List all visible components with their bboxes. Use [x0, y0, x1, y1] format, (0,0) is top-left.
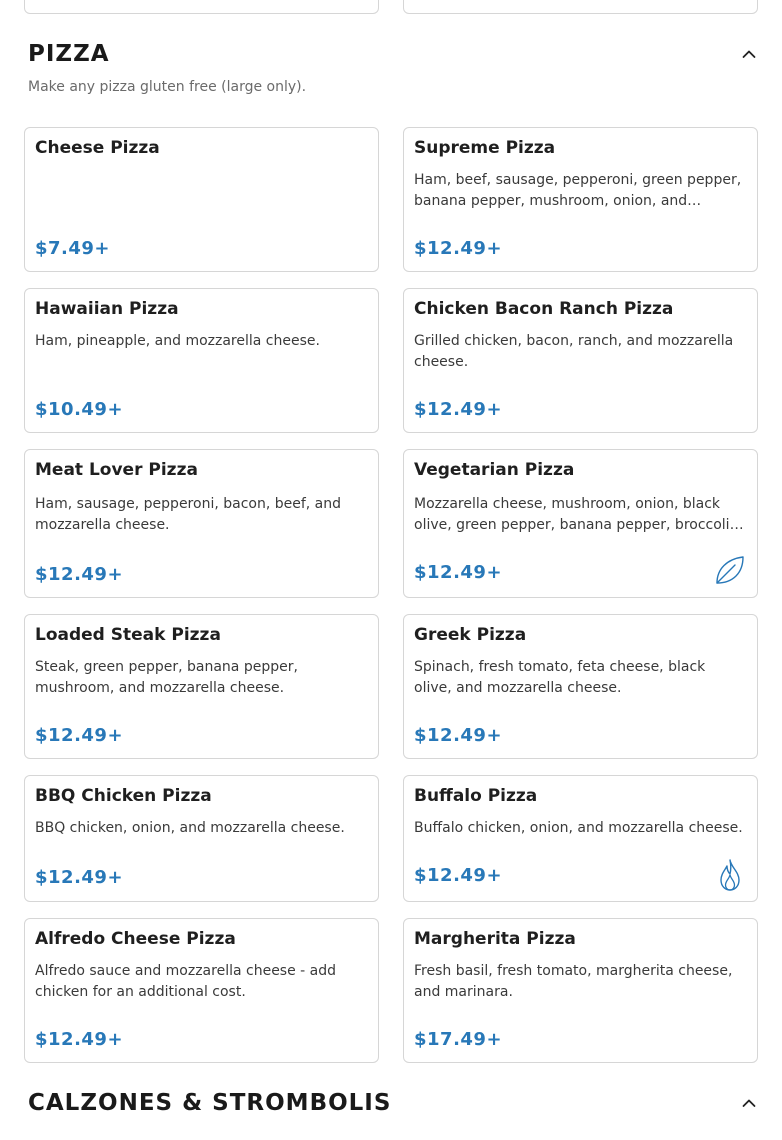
item-name: Margherita Pizza	[414, 929, 576, 949]
item-description: Ham, beef, sausage, pepperoni, green pepper, banana pepper, mushroom, onion, and…	[414, 172, 742, 209]
menu-item-card[interactable]	[24, 614, 379, 759]
item-name: Supreme Pizza	[414, 138, 556, 158]
chevron-up-icon[interactable]	[740, 1094, 758, 1112]
menu-item-card[interactable]	[403, 288, 758, 433]
menu-item-card[interactable]	[403, 127, 758, 272]
menu-item-card[interactable]	[24, 0, 379, 14]
item-description: Grilled chicken, bacon, ranch, and mozzarella cheese.	[414, 333, 734, 370]
item-name: Buffalo Pizza	[414, 786, 538, 806]
item-price: $12.49+	[414, 865, 503, 886]
item-name: BBQ Chicken Pizza	[35, 786, 212, 806]
menu-item-card[interactable]	[24, 449, 379, 598]
item-description: Buffalo chicken, onion, and mozzarella cheese.	[414, 820, 743, 836]
item-description: Ham, pineapple, and mozzarella cheese.	[35, 333, 320, 349]
item-name: Alfredo Cheese Pizza	[35, 929, 236, 949]
section-title: CALZONES & STROMBOLIS	[28, 1090, 392, 1116]
item-price: $12.49+	[35, 564, 124, 585]
flame-icon	[713, 858, 747, 892]
item-description: Steak, green pepper, banana pepper, mushroom, and mozzarella cheese.	[35, 659, 298, 696]
item-description: Ham, sausage, pepperoni, bacon, beef, and mozzarella cheese.	[35, 496, 342, 533]
item-name: Cheese Pizza	[35, 138, 160, 158]
item-price: $12.49+	[414, 562, 503, 583]
chevron-up-icon[interactable]	[740, 45, 758, 63]
menu-item-card[interactable]	[403, 449, 758, 598]
calzones-section-header[interactable]	[28, 1090, 758, 1116]
item-name: Greek Pizza	[414, 625, 527, 645]
item-price: $12.49+	[35, 1029, 124, 1050]
item-description: Fresh basil, fresh tomato, margherita cheese, and marinara.	[414, 963, 733, 1000]
item-price: $12.49+	[414, 399, 503, 420]
item-price: $12.49+	[414, 725, 503, 746]
item-description: Alfredo sauce and mozzarella cheese - add chicken for an additional cost.	[35, 963, 337, 1000]
menu-item-card[interactable]	[24, 775, 379, 902]
item-price: $7.49+	[35, 238, 111, 259]
menu-item-card[interactable]	[403, 0, 758, 14]
item-name: Meat Lover Pizza	[35, 460, 198, 480]
item-price: $17.49+	[414, 1029, 503, 1050]
menu-item-card[interactable]	[403, 775, 758, 902]
item-description: Mozzarella cheese, mushroom, onion, black olive, green pepper, banana pepper, broccoli…	[414, 496, 744, 533]
section-note: Make any pizza gluten free (large only).	[28, 79, 307, 95]
item-price: $12.49+	[35, 725, 124, 746]
item-name: Vegetarian Pizza	[414, 460, 575, 480]
item-name: Hawaiian Pizza	[35, 299, 179, 319]
section-title: PIZZA	[28, 41, 110, 67]
pizza-section-header[interactable]	[28, 41, 758, 67]
item-price: $12.49+	[414, 238, 503, 259]
item-name: Chicken Bacon Ranch Pizza	[414, 299, 674, 319]
menu-item-card[interactable]	[24, 918, 379, 1063]
leaf-icon	[713, 553, 747, 587]
item-description: BBQ chicken, onion, and mozzarella cheese.	[35, 820, 345, 836]
menu-item-card[interactable]	[403, 614, 758, 759]
menu-item-card[interactable]	[24, 127, 379, 272]
menu-item-card[interactable]	[403, 918, 758, 1063]
item-price: $10.49+	[35, 399, 124, 420]
menu-item-card[interactable]	[24, 288, 379, 433]
item-price: $12.49+	[35, 867, 124, 888]
item-description: Spinach, fresh tomato, feta cheese, black olive, and mozzarella cheese.	[414, 659, 706, 696]
item-name: Loaded Steak Pizza	[35, 625, 221, 645]
